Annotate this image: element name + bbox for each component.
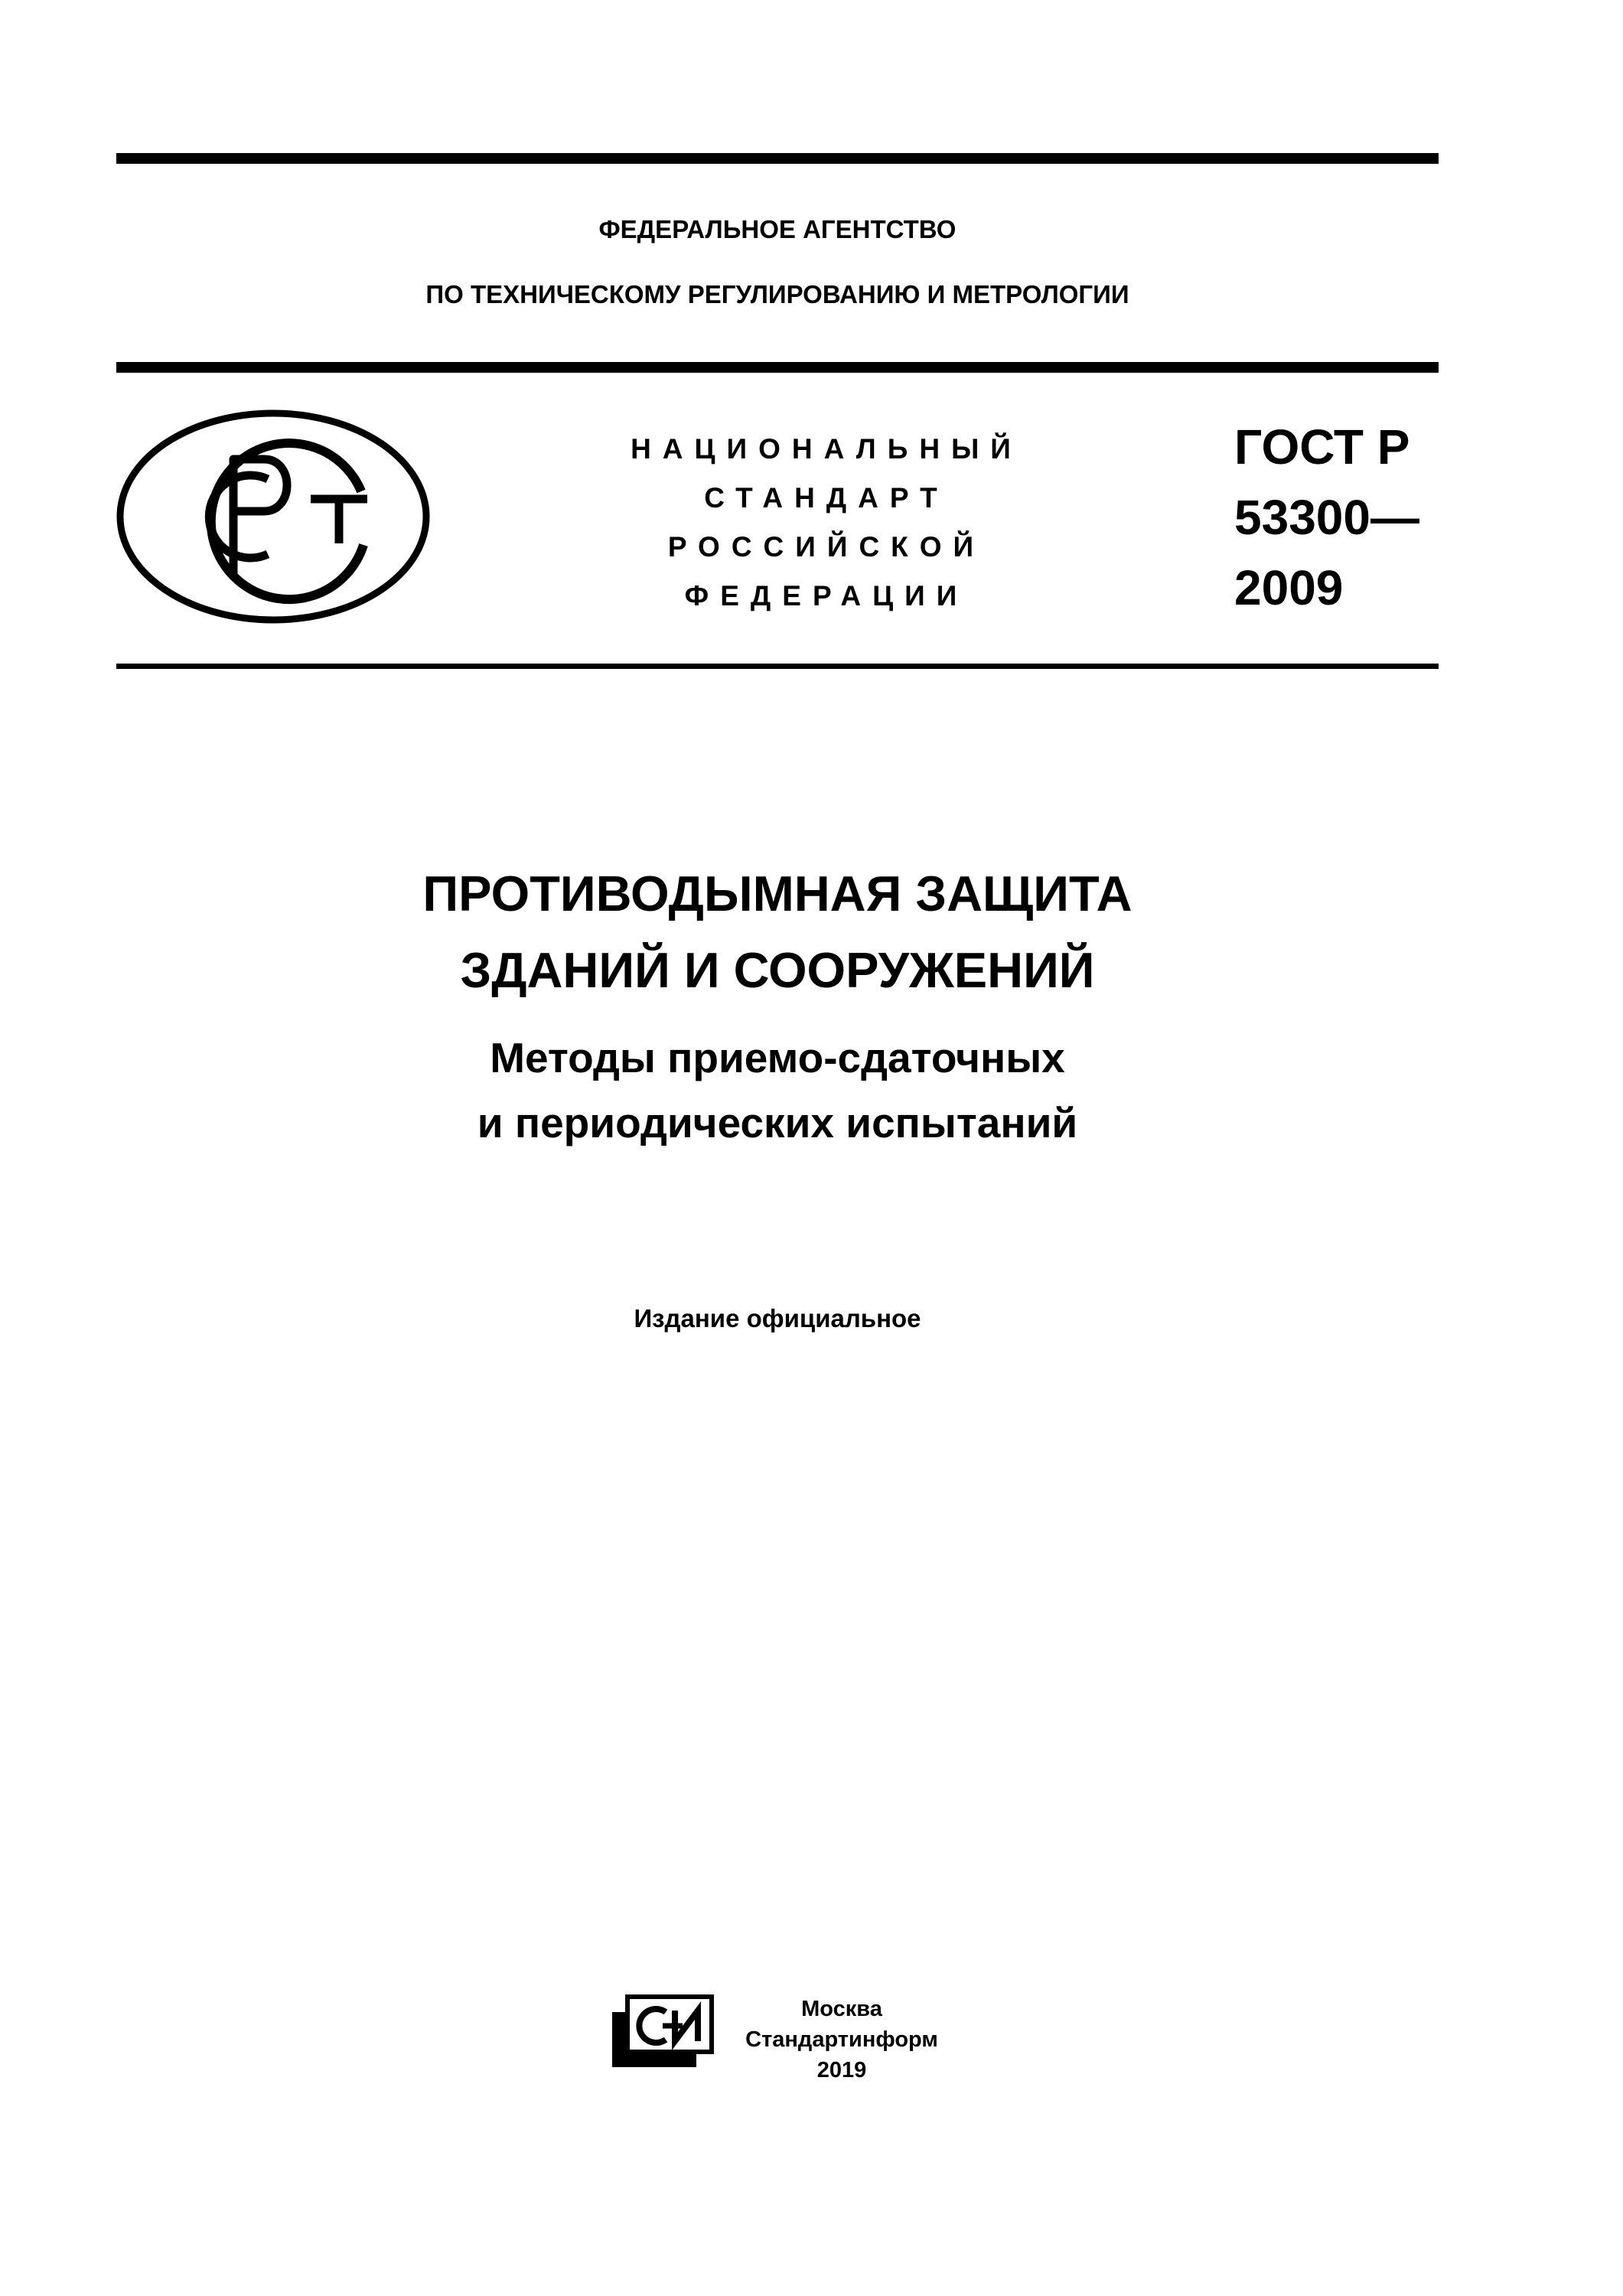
standard-kind-line: НАЦИОНАЛЬНЫЙ (631, 433, 1022, 465)
lower-rule (116, 664, 1439, 669)
sub-title-line: и периодических испытаний (477, 1099, 1078, 1146)
agency-name-line-2: ПО ТЕХНИЧЕСКОМУ РЕГУЛИРОВАНИЮ И МЕТРОЛОГИИ (425, 280, 1129, 308)
title-block (116, 856, 1439, 1156)
imprint-year: 2019 (816, 2058, 867, 2082)
middle-rule (116, 362, 1439, 373)
edition-note: Издание официальное (634, 1304, 921, 1332)
main-title-line: ПРОТИВОДЫМНАЯ ЗАЩИТА (422, 866, 1133, 921)
rst-emblem-icon (115, 406, 432, 628)
imprint-publisher: Стандартинформ (745, 2027, 938, 2052)
sub-title-line: Методы приемо-сдаточных (490, 1034, 1065, 1081)
standartinform-emblem-icon (609, 1994, 715, 2070)
standard-kind-line: СТАНДАРТ (704, 482, 949, 514)
designation-line: 53300— (1234, 490, 1419, 545)
standard-designation (1234, 412, 1464, 623)
main-title-line: ЗДАНИЙ И СООРУЖЕНИЙ (460, 942, 1095, 998)
designation-line: 2009 (1234, 560, 1344, 615)
sub-title (116, 1026, 1439, 1156)
main-title (116, 856, 1439, 1009)
imprint (727, 1994, 957, 2086)
top-rule (116, 153, 1439, 164)
standard-kind (597, 425, 1056, 621)
imprint-city: Москва (801, 1997, 882, 2021)
standard-kind-line: ФЕДЕРАЦИИ (684, 580, 969, 612)
standard-kind-line: РОССИЙСКОЙ (667, 531, 986, 563)
agency-name-line-1: ФЕДЕРАЛЬНОЕ АГЕНТСТВО (598, 215, 957, 243)
designation-line: ГОСТ Р (1234, 419, 1410, 475)
